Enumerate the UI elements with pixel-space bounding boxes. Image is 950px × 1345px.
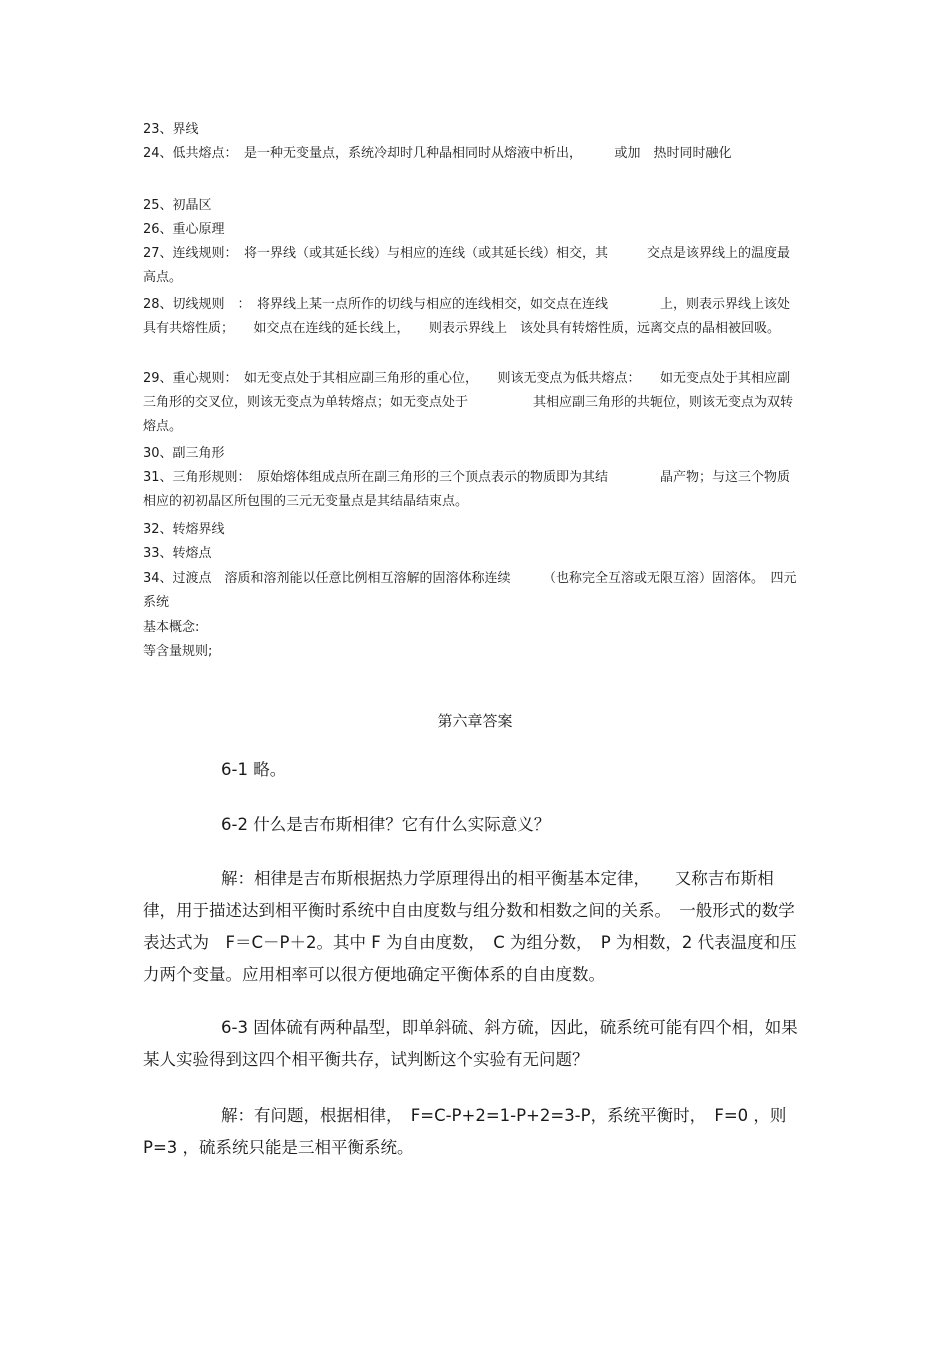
glossary-item-30: 30、副三角形 (143, 446, 225, 461)
glossary-item-24: 24、低共熔点： 是一种无变量点，系统冷却时几种晶相同时从熔液中析出， 或加 热时同时融化 (143, 146, 732, 161)
glossary-item-32: 32、转熔界线 (143, 522, 225, 537)
glossary-item-28: 28、切线规则 ： 将界线上某一点所作的切线与相应的连线相交，如交点在连线 上，则表示界线上该处具有共熔性质； 如交点在连线的延长线上， 则表示界线上 该处具有转熔性质，远离交点的晶相被回吸。 (143, 297, 791, 336)
question-6-3: 6-3 固体硫有两种晶型，即单斜硫、斜方硫，因此，硫系统可能有四个相，如果某人实验得到这四个相平衡共存，试判断这个实验有无问题？ (143, 1018, 798, 1069)
glossary-item-33: 33、转熔点 (143, 546, 212, 561)
glossary-item-26: 26、重心原理 (143, 222, 225, 237)
glossary-item-31: 31、三角形规则： 原始熔体组成点所在副三角形的三个顶点表示的物质即为其结 晶产物；与这三个物质相应的初初晶区所包围的三元无变量点是其结晶结束点。 (143, 470, 791, 509)
answer-6-3: 解：有问题，根据相律， F=C-P+2=1-P+2=3-P，系统平衡时， F=0 ，则 P=3 ，硫系统只能是三相平衡系统。 (143, 1106, 787, 1157)
answer-6-2: 解：相律是吉布斯根据热力学原理得出的相平衡基本定律， 又称吉布斯相律，用于描述达到相平衡时系统中自由度数与组分数和相数之间的关系。 一般形式的数学表达式为 F＝C－P＋2。其中 F 为自由度数， C 为组分数， P 为相数，2 代表温度和压力两个变量。应用相率可以很方便地确定平衡体系的自由度数。 (143, 869, 797, 984)
glossary-item-25: 25、初晶区 (143, 198, 212, 213)
basic-concepts-label: 基本概念: (143, 620, 200, 635)
equal-content-rule-label: 等含量规则; (143, 644, 213, 659)
glossary-item-29: 29、重心规则： 如无变点处于其相应副三角形的重心位， 则该无变点为低共熔点： 如无变点处于其相应副三角形的交叉位，则该无变点为单转熔点；如无变点处于 其相应副三角形的共轭位，则该无变点为双转熔点。 (143, 371, 794, 434)
glossary-item-23: 23、界线 (143, 122, 199, 137)
question-6-2: 6-2 什么是吉布斯相律？它有什么实际意义？ (221, 815, 551, 834)
answer-6-1: 6-1 略。 (221, 760, 287, 779)
glossary-item-27: 27、连线规则： 将一界线（或其延长线）与相应的连线（或其延长线）相交，其 交点是该界线上的温度最高点。 (143, 246, 791, 285)
chapter-title: 第六章答案 (437, 712, 513, 730)
glossary-item-34: 34、过渡点 溶质和溶剂能以任意比例相互溶解的固溶体称连续 （也称完全互溶或无限互溶）固溶体。 四元系统 (143, 571, 797, 610)
